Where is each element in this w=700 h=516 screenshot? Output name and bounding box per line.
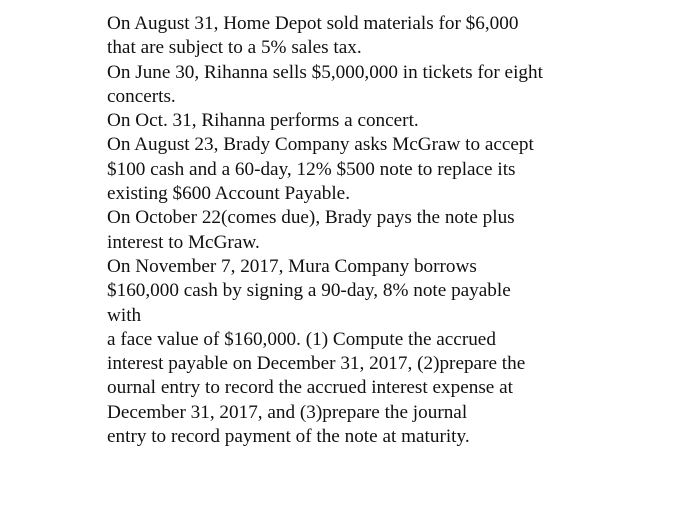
text-line: entry to record payment of the note at maturity. bbox=[107, 426, 470, 448]
problem-text bbox=[107, 12, 667, 449]
text-line: On August 23, Brady Company asks McGraw to accept bbox=[107, 134, 534, 156]
text-line: On November 7, 2017, Mura Company borrows bbox=[107, 255, 477, 277]
text-line: $160,000 cash by signing a 90-day, 8% note payable bbox=[107, 280, 511, 302]
text-line: ournal entry to record the accrued interest expense at bbox=[107, 377, 513, 399]
text-line: On Oct. 31, Rihanna performs a concert. bbox=[107, 110, 419, 132]
text-line: $100 cash and a 60-day, 12% $500 note to replace its bbox=[107, 158, 516, 180]
text-line: concerts. bbox=[107, 85, 176, 107]
text-line: On August 31, Home Depot sold materials for $6,000 bbox=[107, 13, 519, 34]
text-line: that are subject to a 5% sales tax. bbox=[107, 37, 362, 59]
text-line: On June 30, Rihanna sells $5,000,000 in tickets for eight bbox=[107, 61, 543, 83]
text-line: December 31, 2017, and (3)prepare the journal bbox=[107, 401, 468, 423]
text-line: On October 22(comes due), Brady pays the note plus bbox=[107, 207, 515, 229]
text-line: existing $600 Account Payable. bbox=[107, 183, 351, 205]
text-line: interest to McGraw. bbox=[107, 231, 260, 253]
text-line: a face value of $160,000. (1) Compute the accrued bbox=[107, 328, 496, 350]
text-line: with bbox=[107, 304, 142, 326]
text-line: interest payable on December 31, 2017, (2)prepare the bbox=[107, 353, 526, 375]
